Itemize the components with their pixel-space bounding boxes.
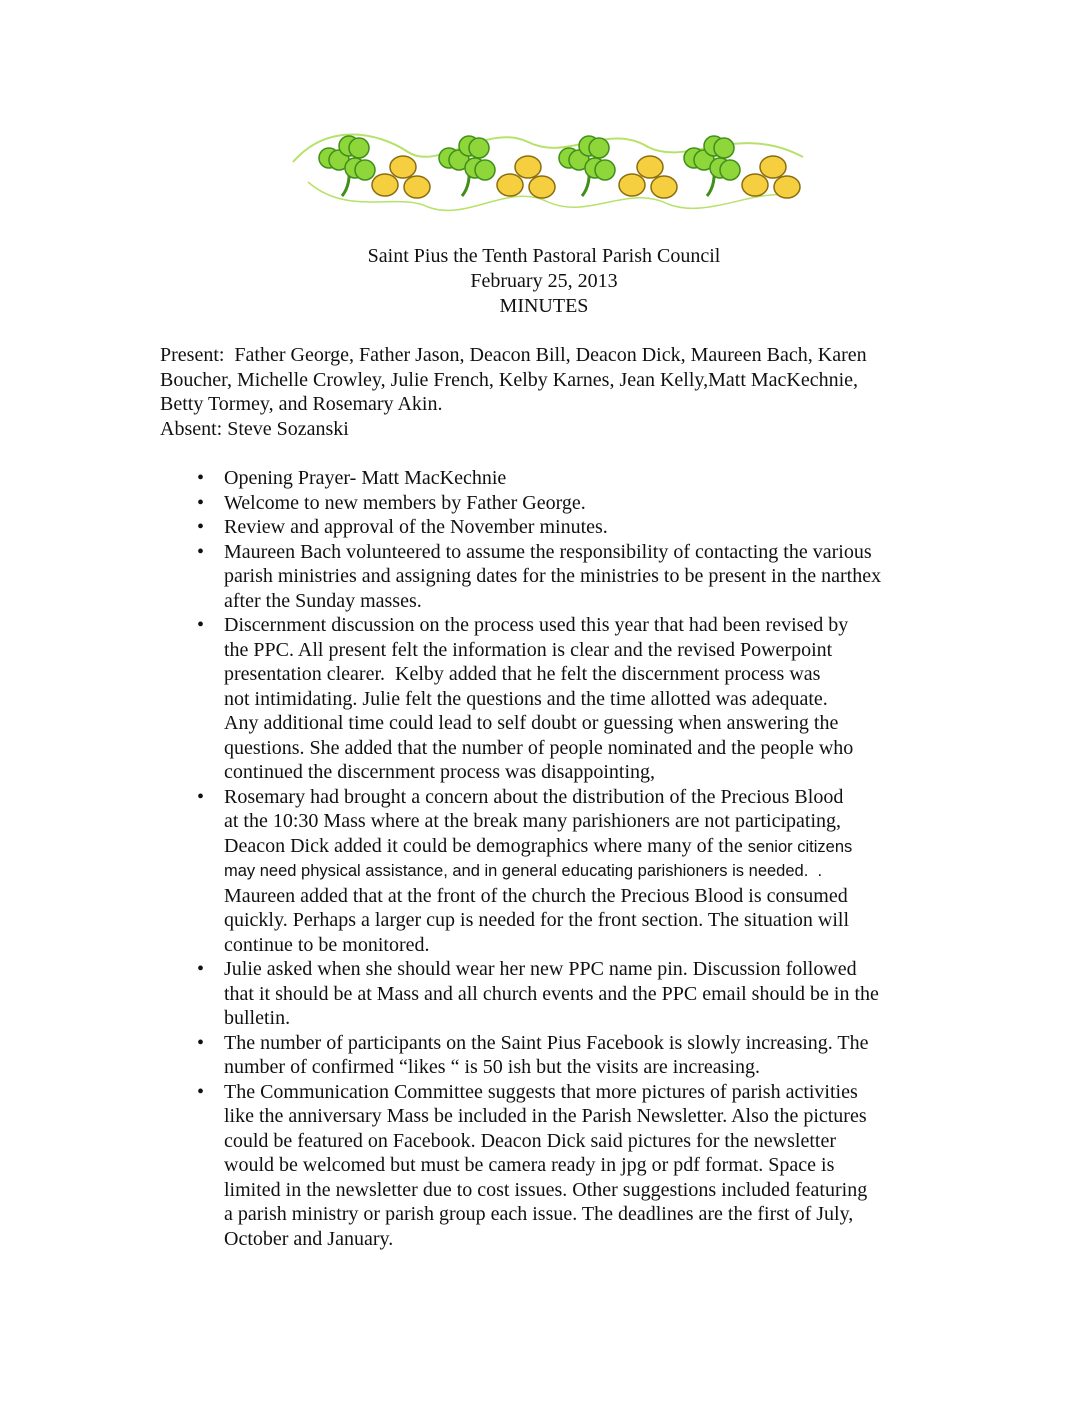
gold-coin	[637, 156, 663, 178]
list-item: • The Communication Committee suggests that more pictures of parish activities like the anniversary Mass be included in the Parish Newsletter. Also the pictures could be featured on Facebook. Deacon Dick said pictures for the newsletter would be welcomed but must be camera ready in jpg or pdf format. Space is limited in the newsletter due to cost issues. Other suggestions included featuring a parish ministry or parish group each issue. The deadlines are the first of July, October and January.	[160, 1080, 940, 1252]
list-item: • Review and approval of the November minutes.	[160, 515, 940, 540]
shamrock-leaf	[475, 160, 495, 180]
present-line: Betty Tormey, and Rosemary Akin.	[160, 393, 443, 415]
gold-coin	[760, 156, 786, 178]
mixed-font-line: Deacon Dick added it could be demographics where many of the senior citizens	[224, 834, 853, 857]
list-item: • Opening Prayer- Matt MacKechnie	[160, 466, 940, 491]
gold-coin	[619, 174, 645, 196]
list-item: • Discernment discussion on the process used this year that had been revised by the PPC. All present felt the information is clear and the revised Powerpoint presentation clearer. Kelby added that he felt the discernment process was not intimidating. Julie felt the questions and the time allotted was adequate. Any additional time could lead to self doubt or guessing when answering the questions. She added that the number of people nominated and the people who continued the discernment process was disappointing,	[160, 613, 940, 785]
shamrock-leaf	[589, 138, 609, 158]
gold-coin	[529, 176, 555, 198]
council-name: Saint Pius the Tenth Pastoral Parish Council	[367, 245, 721, 267]
attendance-section	[160, 343, 940, 441]
gold-coin	[742, 174, 768, 196]
gold-coin	[515, 156, 541, 178]
shamrock-leaf	[355, 160, 375, 180]
shamrock-leaf	[469, 138, 489, 158]
gold-coin	[404, 176, 430, 198]
shamrock-coin-banner	[288, 122, 808, 222]
shamrock-leaf	[595, 160, 615, 180]
meeting-date: February 25, 2013	[470, 270, 618, 292]
shamrock-leaf	[349, 138, 369, 158]
gold-coin	[774, 176, 800, 198]
gold-coin	[372, 174, 398, 196]
present-line: Present: Father George, Father Jason, Deacon Bill, Deacon Dick, Maureen Bach, Karen	[160, 344, 867, 366]
minutes-items	[160, 466, 940, 1251]
absent-line: Absent: Steve Sozanski	[160, 417, 349, 440]
document-type: MINUTES	[499, 295, 589, 317]
list-item: • The number of participants on the Saint Pius Facebook is slowly increasing. The number of confirmed “likes “ is 50 ish but the visits are increasing.	[160, 1031, 940, 1080]
document-heading	[0, 244, 1088, 319]
shamrock-leaf	[720, 160, 740, 180]
list-item: • Julie asked when she should wear her new PPC name pin. Discussion followed that it should be at Mass and all church events and the PPC email should be in the bulletin.	[160, 957, 940, 1031]
list-item: • Rosemary had brought a concern about the distribution of the Precious Blood at the 10:30 Mass where at the break many parishioners are not participating, Deacon Dick added it could be demographics where many of the senior citizens may need physical assistance, and in general educating parishioners is needed. . Maureen added that at the front of the church the Precious Blood is consumed quickly. Perhaps a larger cup is needed for the front section. The situation will continue to be monitored.	[160, 785, 940, 958]
shamrock-leaf	[714, 138, 734, 158]
present-line: Boucher, Michelle Crowley, Julie French, Kelby Karnes, Jean Kelly,Matt MacKechnie,	[160, 368, 859, 391]
list-item: • Welcome to new members by Father George.	[160, 491, 940, 516]
gold-coin	[497, 174, 523, 196]
gold-coin	[390, 156, 416, 178]
gold-coin	[651, 176, 677, 198]
list-item: • Maureen Bach volunteered to assume the responsibility of contacting the various parish ministries and assigning dates for the ministries to be present in the narthex after the Sunday masses.	[160, 540, 940, 614]
